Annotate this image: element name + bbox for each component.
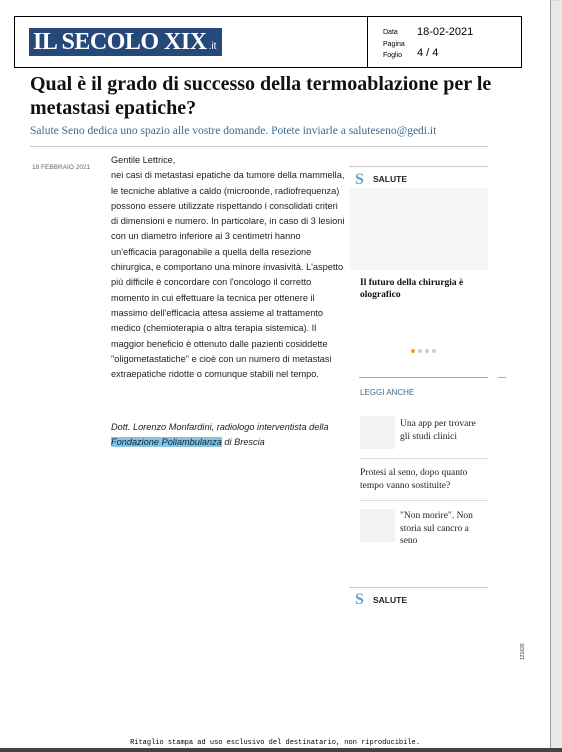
sidebar-bottom-divider xyxy=(349,587,488,588)
article-subtitle: Salute Seno dedica uno spazio alle vostre domande. Potete inviarle a saluteseno@gedi.it xyxy=(30,125,437,137)
masthead-box xyxy=(14,16,522,68)
related-link-2[interactable] xyxy=(360,467,490,492)
meta-label-data: Data xyxy=(383,29,398,36)
salute-section-label-bottom[interactable]: SALUTE xyxy=(373,595,407,605)
article-author xyxy=(111,420,345,451)
teaser-image[interactable] xyxy=(350,188,488,270)
related-1-line1: Una app per trovare xyxy=(400,419,476,429)
related-2-line2: tempo vanno sostituite? xyxy=(360,480,451,491)
meta-value-foglio: 4 / 4 xyxy=(417,47,439,59)
related-3-line2: storia sul cancro a xyxy=(400,523,469,534)
related-2-line1: Protesi al seno, dopo quanto xyxy=(360,468,468,478)
article-date: 18 FEBBRAIO 2021 xyxy=(32,164,91,171)
carousel-dot[interactable] xyxy=(425,349,429,353)
related-divider xyxy=(359,500,488,501)
logo-cell xyxy=(15,17,368,67)
sidebar-top-divider xyxy=(349,166,488,167)
meta-values xyxy=(417,24,473,61)
carousel-dots[interactable] xyxy=(411,349,436,353)
logo-main-text: IL SECOLO XIX xyxy=(33,28,207,55)
author-prefix: Dott. Lorenzo Monfardini, radiologo interventista della xyxy=(111,422,329,432)
title-divider xyxy=(30,146,488,147)
carousel-dot-active[interactable] xyxy=(411,349,415,353)
author-suffix: di Brescia xyxy=(221,437,265,448)
logo-suffix-text: .it xyxy=(208,40,217,52)
teaser-title-line1: Il futuro della chirurgia è xyxy=(360,278,464,288)
article-body xyxy=(111,153,345,382)
related-link-3[interactable] xyxy=(400,510,490,548)
teaser-title[interactable] xyxy=(360,277,490,301)
salute-section-label[interactable]: SALUTE xyxy=(373,174,407,184)
related-3-line3: seno xyxy=(400,536,418,546)
carousel-dot[interactable] xyxy=(432,349,436,353)
leggi-anche-divider xyxy=(359,377,488,378)
meta-label-pagina: Pagina xyxy=(383,40,405,48)
related-divider xyxy=(359,458,488,459)
reproduction-notice: Ritaglio stampa ad uso esclusivo del destinatario, non riproducibile. xyxy=(130,739,420,747)
salute-s-icon: S xyxy=(355,591,364,608)
related-thumbnail[interactable] xyxy=(360,509,395,542)
related-thumbnail[interactable] xyxy=(360,416,395,449)
related-1-line2: gli studi clinici xyxy=(400,431,457,442)
related-link-1[interactable] xyxy=(400,418,490,443)
salute-s-icon: S xyxy=(355,171,364,188)
bottom-bar xyxy=(0,748,562,752)
article-salutation: Gentile Lettrice, xyxy=(111,155,176,165)
teaser-title-line2: olografico xyxy=(360,290,401,300)
meta-value-date: 18-02-2021 xyxy=(417,26,474,38)
related-3-line1: "Non morire". Non xyxy=(400,511,473,521)
leggi-anche-divider-end xyxy=(498,377,506,378)
article-paragraph: nei casi di metastasi epatiche da tumore della mammella, le tecniche ablative a caldo (microonde, radiofrequenza) possono essere utilizzate rispettando i consolidati criteri di dimensioni e numero. In particolare, in caso di 3 lesioni con un diametro inferiore ai 3 centimetri hanno un'efficacia paragonabile a quella della resezione chirurgica, e comportano una minore invasività. L'aspetto più difficile è concordare con l'oncologo il corretto momento in cui effettuare la tecnica per ottenere il massimo dell'efficacia attesa assieme al trattamento medico (chemioterapia o altra terapia sistemica). Il maggior beneficio è ottenuto dalle pazienti cosiddette "oligometastatiche" e cioè con un numero di metastasi extraepatiche ridotte o comunque stabili nel tempo. xyxy=(111,170,345,380)
article-title: Qual è il grado di successo della termoablazione per le metastasi epatiche? xyxy=(30,73,492,119)
clipping-code: 121626 xyxy=(520,643,526,660)
author-institution-link[interactable]: Fondazione Poliambulanza xyxy=(111,437,222,448)
carousel-dot[interactable] xyxy=(418,349,422,353)
il-secolo-xix-logo xyxy=(29,28,222,56)
meta-label-foglio: Foglio xyxy=(383,52,403,59)
meta-labels xyxy=(383,27,405,62)
leggi-anche-heading: LEGGI ANCHE xyxy=(360,388,415,397)
